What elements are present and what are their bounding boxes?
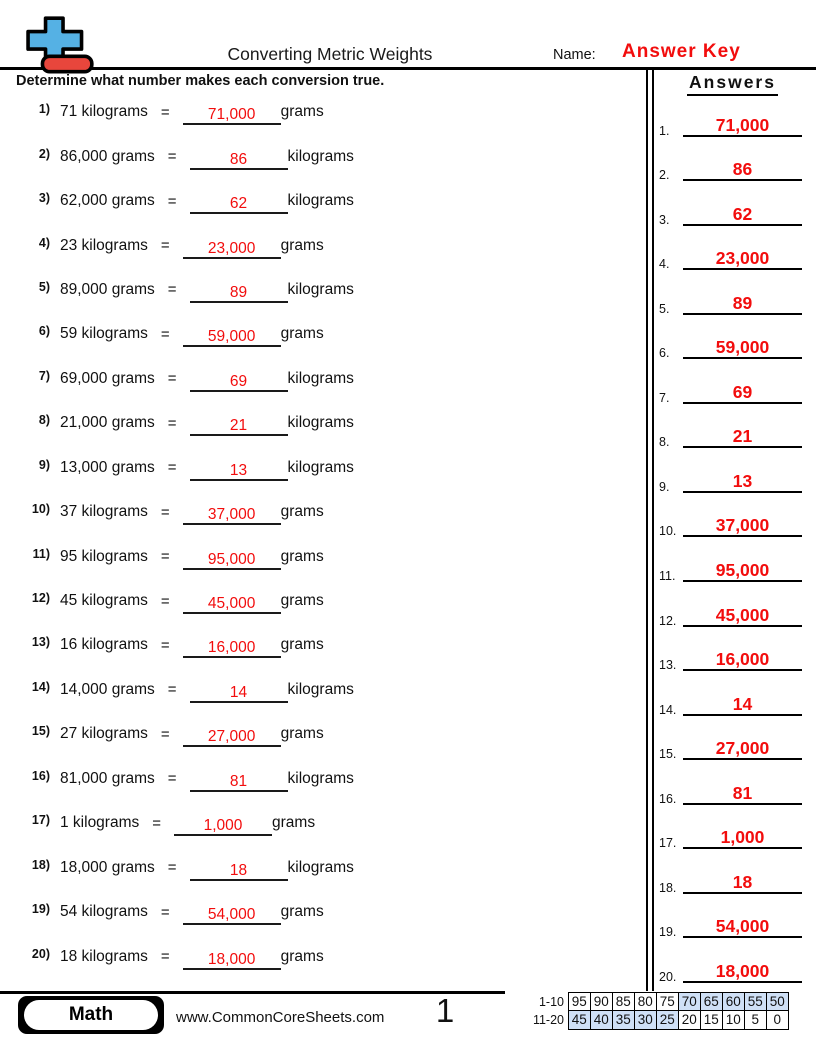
problem-number: 1) (38, 102, 50, 117)
answer-item (655, 540, 810, 585)
answer-item-line (683, 357, 802, 359)
problem-number: 17) (31, 813, 50, 828)
problem-number: 10) (31, 502, 50, 517)
answer-item (655, 362, 810, 407)
answers-divider (646, 70, 654, 991)
problem-number: 9) (38, 457, 50, 472)
answer-blank (190, 188, 288, 214)
equals-sign: = (160, 903, 170, 921)
problem-number: 6) (38, 324, 50, 339)
answer-blank (183, 321, 281, 347)
answer-item-number: 3. (659, 212, 670, 227)
answer-blank (183, 233, 281, 259)
answer-item-value: 23,000 (715, 248, 770, 269)
problem-given: 1 kilograms (60, 814, 140, 832)
page-title: Converting Metric Weights (227, 44, 433, 64)
answer-key-text: Answer Key (622, 41, 741, 62)
answer-item-value: 81 (732, 782, 753, 803)
plus-minus-logo-icon (26, 16, 98, 76)
equals-sign: = (167, 192, 177, 210)
answer-blank (183, 899, 281, 925)
problem-unit: kilograms (287, 858, 354, 876)
answer-value: 54,000 (207, 906, 256, 924)
answer-blank (183, 721, 281, 747)
answer-value: 45,000 (207, 595, 256, 613)
answer-item (655, 229, 810, 274)
answer-blank (190, 766, 288, 792)
problem-given: 89,000 grams (60, 280, 155, 298)
problem-given: 18,000 grams (60, 858, 155, 876)
answer-item-value: 16,000 (715, 649, 770, 670)
equals-sign: = (160, 725, 170, 743)
answer-blank (174, 810, 272, 836)
answer-item-number: 9. (659, 479, 670, 494)
subject-badge (18, 996, 164, 1034)
answer-item (655, 630, 810, 675)
problem-row (16, 268, 640, 312)
answer-blank (190, 277, 288, 303)
problem-number: 14) (31, 679, 50, 694)
answer-item-line (683, 625, 802, 627)
problem-given: 13,000 grams (60, 458, 155, 476)
score-cell: 70 (678, 992, 702, 1012)
problem-number: 11) (32, 546, 50, 561)
answer-blank (190, 455, 288, 481)
answer-blank (183, 632, 281, 658)
problem-unit: grams (280, 547, 324, 565)
problem-unit: grams (280, 103, 324, 121)
answer-blank (183, 544, 281, 570)
problem-unit: kilograms (287, 769, 354, 787)
equals-sign: = (167, 459, 177, 477)
answer-item-line (683, 135, 802, 137)
answer-blank (183, 588, 281, 614)
answer-item-value: 95,000 (715, 560, 770, 581)
answer-item (655, 719, 810, 764)
answer-item-line (683, 535, 802, 537)
answer-item-value: 86 (732, 159, 753, 180)
answer-value: 21 (229, 417, 248, 435)
answer-value: 16,000 (207, 639, 256, 657)
answer-value: 86 (229, 150, 248, 168)
problems-list (16, 90, 640, 979)
problem-row (16, 934, 640, 978)
score-cell: 95 (568, 992, 592, 1012)
answer-blank (183, 99, 281, 125)
equals-sign: = (160, 948, 170, 966)
answer-item-number: 10. (659, 524, 677, 539)
answer-item-value: 13 (732, 470, 753, 491)
problem-row (16, 801, 640, 845)
answer-item-number: 2. (659, 168, 670, 183)
equals-sign: = (160, 325, 170, 343)
score-cell: 35 (612, 1010, 636, 1030)
answer-item (655, 451, 810, 496)
problem-unit: kilograms (287, 147, 354, 165)
answer-item-number: 5. (659, 301, 670, 316)
answer-value: 18,000 (207, 950, 256, 968)
problem-unit: grams (280, 503, 324, 521)
answer-value: 81 (229, 772, 248, 790)
problem-unit: grams (280, 325, 324, 343)
equals-sign: = (167, 414, 177, 432)
score-cell: 20 (678, 1010, 702, 1030)
equals-sign: = (160, 548, 170, 566)
problem-row (16, 179, 640, 223)
answer-value: 69 (229, 372, 248, 390)
problem-number: 5) (38, 279, 50, 294)
equals-sign: = (167, 148, 177, 166)
answer-blank (183, 499, 281, 525)
answer-blank (183, 944, 281, 970)
answer-value: 18 (229, 861, 248, 879)
score-cell: 65 (700, 992, 724, 1012)
problem-unit: kilograms (287, 369, 354, 387)
problem-given: 18 kilograms (60, 947, 148, 965)
score-cell: 50 (766, 992, 790, 1012)
problem-row (16, 890, 640, 934)
problem-given: 95 kilograms (60, 547, 148, 565)
answer-blank (190, 410, 288, 436)
problem-number: 8) (38, 413, 50, 428)
problem-given: 54 kilograms (60, 903, 148, 921)
equals-sign: = (160, 503, 170, 521)
answer-item (655, 941, 810, 986)
answer-item-line (683, 224, 802, 226)
problem-unit: grams (280, 636, 324, 654)
answer-item-line (683, 402, 802, 404)
answers-heading: Answers (687, 72, 778, 96)
answer-value: 71,000 (207, 106, 256, 124)
answer-item-line (683, 758, 802, 760)
page-number: 1 (435, 992, 455, 1029)
answer-value: 13 (229, 461, 248, 479)
problem-unit: kilograms (287, 680, 354, 698)
problem-given: 69,000 grams (60, 369, 155, 387)
score-cell: 40 (590, 1010, 614, 1030)
answer-item-number: 6. (659, 346, 670, 361)
problem-given: 59 kilograms (60, 325, 148, 343)
answer-item-value: 62 (732, 203, 753, 224)
website-url: www.CommonCoreSheets.com (176, 1009, 385, 1026)
answer-item-number: 18. (659, 880, 677, 895)
answer-item-line (683, 580, 802, 582)
score-table (524, 992, 789, 1030)
answer-item (655, 852, 810, 897)
instruction-text: Determine what number makes each conversion true. (16, 73, 385, 89)
answer-value: 14 (229, 683, 248, 701)
header-rule (0, 67, 816, 70)
score-row-1-label: 1-10 (538, 994, 564, 1009)
problem-unit: grams (280, 236, 324, 254)
problem-given: 81,000 grams (60, 769, 155, 787)
problem-row (16, 312, 640, 356)
answer-item-line (683, 714, 802, 716)
answer-blank (190, 677, 288, 703)
answer-item-value: 18 (732, 871, 753, 892)
problem-row (16, 223, 640, 267)
subject-label: Math (24, 1000, 158, 1030)
problem-row (16, 623, 640, 667)
problem-row (16, 490, 640, 534)
problem-row (16, 757, 640, 801)
problem-given: 21,000 grams (60, 414, 155, 432)
answer-value: 89 (229, 283, 248, 301)
problem-row (16, 845, 640, 889)
problem-unit: kilograms (287, 414, 354, 432)
problem-given: 16 kilograms (60, 636, 148, 654)
answer-item-number: 8. (659, 435, 670, 450)
answer-item-line (683, 669, 802, 671)
score-cell: 10 (722, 1010, 746, 1030)
answer-item-value: 18,000 (715, 960, 770, 981)
answer-item (655, 140, 810, 185)
problem-row (16, 134, 640, 178)
score-cell: 30 (634, 1010, 658, 1030)
problem-row (16, 668, 640, 712)
problem-unit: kilograms (287, 280, 354, 298)
equals-sign: = (167, 370, 177, 388)
answer-item-line (683, 268, 802, 270)
answer-blank (190, 366, 288, 392)
answer-item (655, 585, 810, 630)
answer-item (655, 318, 810, 363)
problem-number: 2) (38, 146, 50, 161)
equals-sign: = (160, 592, 170, 610)
answer-item (655, 407, 810, 452)
answers-list (655, 95, 810, 986)
problem-number: 12) (31, 591, 50, 606)
answer-item-number: 12. (659, 613, 677, 628)
answer-item-number: 11. (659, 569, 676, 584)
problem-number: 7) (38, 368, 50, 383)
answer-item-number: 20. (659, 969, 677, 984)
score-cell: 75 (656, 992, 680, 1012)
answer-item-line (683, 491, 802, 493)
equals-sign: = (167, 770, 177, 788)
answer-item-line (683, 803, 802, 805)
answer-item-value: 37,000 (715, 515, 770, 536)
problem-unit: grams (280, 592, 324, 610)
problem-row (16, 446, 640, 490)
answer-item-line (683, 936, 802, 938)
answer-item-line (683, 892, 802, 894)
score-row-1 (524, 992, 789, 1012)
answer-item (655, 273, 810, 318)
problem-number: 20) (31, 946, 50, 961)
problem-row (16, 534, 640, 578)
score-cell: 15 (700, 1010, 724, 1030)
answer-item-number: 19. (659, 925, 677, 940)
problem-row (16, 579, 640, 623)
answers-heading-wrap (655, 72, 810, 96)
equals-sign: = (160, 103, 170, 121)
score-cell: 90 (590, 992, 614, 1012)
problem-given: 37 kilograms (60, 503, 148, 521)
answer-item-number: 7. (659, 390, 670, 405)
score-cell: 45 (568, 1010, 592, 1030)
problem-number: 18) (31, 857, 50, 872)
answer-item-value: 14 (732, 693, 753, 714)
problem-unit: kilograms (287, 458, 354, 476)
score-cell: 5 (744, 1010, 768, 1030)
problem-row (16, 712, 640, 756)
answer-item-number: 4. (659, 257, 670, 272)
answer-value: 23,000 (207, 239, 256, 257)
answer-value: 62 (229, 195, 248, 213)
answer-item-line (683, 981, 802, 983)
answer-item-number: 14. (659, 702, 677, 717)
score-cell: 60 (722, 992, 746, 1012)
answer-item (655, 674, 810, 719)
answer-item-value: 27,000 (715, 738, 770, 759)
answer-item-number: 15. (659, 747, 677, 762)
equals-sign: = (160, 636, 170, 654)
problem-given: 14,000 grams (60, 680, 155, 698)
answer-item-line (683, 446, 802, 448)
answer-item (655, 808, 810, 853)
answer-item-value: 71,000 (715, 114, 770, 135)
answer-value: 37,000 (207, 506, 256, 524)
score-cell: 85 (612, 992, 636, 1012)
problem-row (16, 401, 640, 445)
answer-item (655, 496, 810, 541)
score-cell: 0 (766, 1010, 790, 1030)
answer-item-value: 21 (732, 426, 753, 447)
answer-item-line (683, 313, 802, 315)
problem-row (16, 90, 640, 134)
problem-row (16, 357, 640, 401)
problem-unit: grams (280, 903, 324, 921)
answer-item (655, 897, 810, 942)
answer-item-value: 45,000 (715, 604, 770, 625)
answer-item-value: 1,000 (720, 827, 765, 848)
equals-sign: = (152, 814, 162, 832)
score-cell: 55 (744, 992, 768, 1012)
problem-number: 19) (31, 902, 50, 917)
problem-given: 62,000 grams (60, 192, 155, 210)
equals-sign: = (167, 859, 177, 877)
equals-sign: = (160, 237, 170, 255)
problem-unit: grams (280, 725, 324, 743)
problem-number: 3) (38, 191, 50, 206)
answer-item-value: 54,000 (715, 916, 770, 937)
answer-blank (190, 144, 288, 170)
problem-unit: grams (280, 947, 324, 965)
problem-unit: grams (272, 814, 316, 832)
name-label: Name: (553, 47, 596, 63)
answer-item (655, 184, 810, 229)
score-cell: 80 (634, 992, 658, 1012)
answer-item-value: 69 (732, 381, 753, 402)
answer-item-line (683, 847, 802, 849)
answer-blank (190, 855, 288, 881)
problem-number: 16) (31, 768, 50, 783)
equals-sign: = (167, 681, 177, 699)
problem-given: 86,000 grams (60, 147, 155, 165)
problem-given: 45 kilograms (60, 592, 148, 610)
score-row-2-label: 11-20 (532, 1012, 564, 1027)
answer-value: 27,000 (207, 728, 256, 746)
problem-number: 4) (38, 235, 50, 250)
problem-unit: kilograms (287, 192, 354, 210)
answer-item (655, 95, 810, 140)
answer-item-number: 1. (659, 123, 670, 138)
answer-item-number: 17. (659, 836, 677, 851)
answer-item (655, 763, 810, 808)
answer-item-line (683, 179, 802, 181)
answer-item-number: 16. (659, 791, 677, 806)
problem-number: 15) (31, 724, 50, 739)
score-row-2 (524, 1010, 789, 1030)
answer-item-value: 59,000 (715, 337, 770, 358)
problem-given: 27 kilograms (60, 725, 148, 743)
problem-number: 13) (31, 635, 50, 650)
score-cell: 25 (656, 1010, 680, 1030)
problem-given: 71 kilograms (60, 103, 148, 121)
answer-value: 95,000 (207, 550, 256, 568)
equals-sign: = (167, 281, 177, 299)
answer-value: 1,000 (203, 817, 243, 835)
answer-value: 59,000 (207, 328, 256, 346)
problem-given: 23 kilograms (60, 236, 148, 254)
answer-item-value: 89 (732, 292, 753, 313)
answer-item-number: 13. (659, 658, 677, 673)
